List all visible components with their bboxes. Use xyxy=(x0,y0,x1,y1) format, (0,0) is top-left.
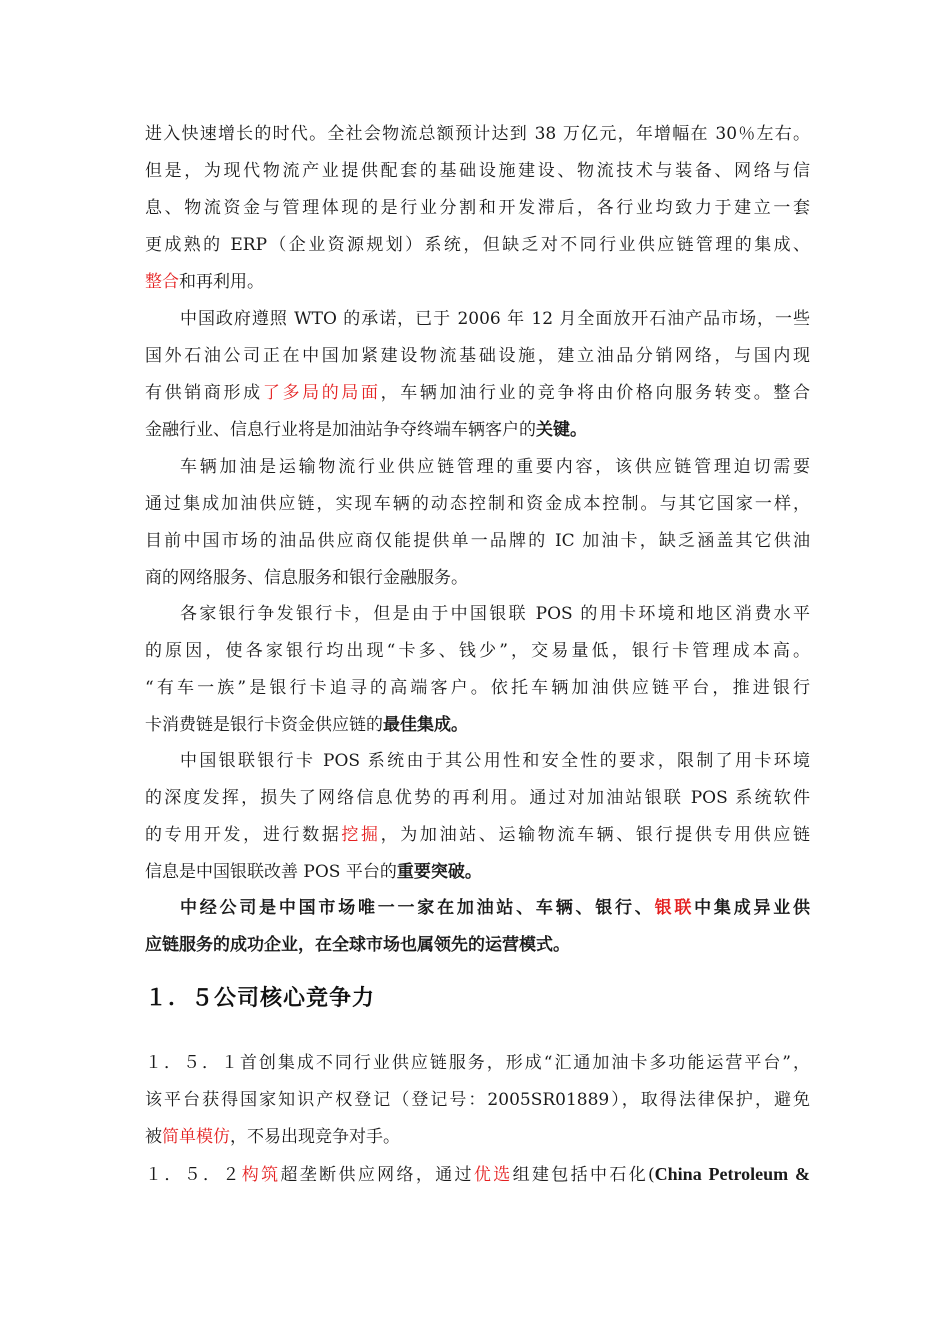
text-span: 和再利用。 xyxy=(179,272,264,292)
text-line: 该平台获得国家知识产权登记（登记号：2005SR01889），取得法律保护，避免 xyxy=(145,1090,810,1110)
red-highlight: 优选 xyxy=(473,1165,513,1185)
text-line: 目前中国市场的油品供应商仅能提供单一品牌的 IC 加油卡，缺乏涵盖其它供油 xyxy=(145,531,810,551)
text-span: ，车辆加油行业的竞争将由价格向服务转变。整合 xyxy=(380,383,810,403)
text-line: 息、物流资金与管理体现的是行业分割和开发滞后，各行业均致力于建立一套 xyxy=(145,198,810,218)
bold-emphasis: 最佳集成。 xyxy=(383,715,468,735)
text-span: 组建包括中石化( xyxy=(512,1165,655,1185)
red-highlight: 银联 xyxy=(654,898,695,918)
item-1-5-1 xyxy=(145,1045,810,1156)
text-line xyxy=(145,890,810,927)
text-span: ，不易出现竞争对手。 xyxy=(230,1127,400,1147)
text-span: 信息是中国银联改善 POS 平台的 xyxy=(145,862,397,882)
text-line: 中国银联银行卡 POS 系统由于其公用性和安全性的要求，限制了用卡环境 xyxy=(180,751,810,771)
text-span: １．５．２ xyxy=(145,1165,242,1185)
red-highlight: 挖掘 xyxy=(341,825,381,845)
text-line xyxy=(145,264,810,301)
item-1-5-2 xyxy=(145,1156,810,1194)
red-highlight: 简单模仿 xyxy=(162,1127,230,1147)
paragraph-bank-cards xyxy=(145,596,810,744)
text-line xyxy=(145,707,810,744)
text-line: 商的网络服务、信息服务和银行金融服务。 xyxy=(145,568,468,588)
text-line: 通过集成加油供应链，实现车辆的动态控制和资金成本控制。与其它国家一样， xyxy=(145,494,810,514)
section-heading: １．５公司核心竞争力 xyxy=(145,986,376,1011)
text-line: “有车一族”是银行卡追寻的高端客户。依托车辆加油供应链平台，推进银行 xyxy=(145,678,810,698)
text-span: 金融行业、信息行业将是加油站争夺终端车辆客户的 xyxy=(145,420,536,440)
red-highlight: 构筑 xyxy=(241,1165,281,1185)
paragraph-logistics-growth xyxy=(145,116,810,301)
text-span: 中集成异业供 xyxy=(694,898,810,918)
text-line: 但是，为现代物流产业提供配套的基础设施建设、物流技术与装备、网络与信 xyxy=(145,161,810,181)
text-span: 有供销商形成 xyxy=(145,383,263,403)
bold-latin-text: China Petroleum & xyxy=(654,1164,810,1184)
text-line xyxy=(145,412,810,449)
text-line: 车辆加油是运输物流行业供应链管理的重要内容，该供应链管理迫切需要 xyxy=(180,457,810,477)
text-span: 被 xyxy=(145,1127,162,1147)
paragraph-unionpay-pos xyxy=(145,743,810,891)
text-line xyxy=(145,1119,810,1156)
text-line: １．５．１首创集成不同行业供应链服务，形成“汇通加油卡多功能运营平台”， xyxy=(145,1053,810,1073)
text-line xyxy=(145,817,810,854)
red-highlight: 了多局的局面 xyxy=(262,383,381,403)
text-line: 更成熟的 ERP（企业资源规划）系统，但缺乏对不同行业供应链管理的集成、 xyxy=(145,235,810,255)
text-line: 各家银行争发银行卡，但是由于中国银联 POS 的用卡环境和地区消费水平 xyxy=(180,604,810,624)
text-span: 卡消费链是银行卡资金供应链的 xyxy=(145,715,383,735)
text-span: 的专用开发，进行数据 xyxy=(145,825,342,845)
paragraph-company-summary xyxy=(145,890,810,964)
paragraph-wto xyxy=(145,301,810,449)
text-span: 中经公司是中国市场唯一一家在加油站、车辆、银行、 xyxy=(180,898,655,918)
text-line xyxy=(145,854,810,891)
text-line: 的深度发挥，损失了网络信息优势的再利用。通过对加油站银联 POS 系统软件 xyxy=(145,788,810,808)
text-line: 国外石油公司正在中国加紧建设物流基础设施，建立油品分销网络，与国内现 xyxy=(145,346,810,366)
red-highlight: 整合 xyxy=(145,272,179,292)
text-line: 的原因，使各家银行均出现“卡多、钱少”，交易量低，银行卡管理成本高。 xyxy=(145,641,810,661)
bold-emphasis: 关键。 xyxy=(536,420,587,440)
text-line: 进入快速增长的时代。全社会物流总额预计达到 38 万亿元，年增幅在 30％左右。 xyxy=(145,124,810,144)
bold-emphasis: 重要突破。 xyxy=(396,862,482,882)
text-span: ，为加油站、运输物流车辆、银行提供专用供应链 xyxy=(380,825,810,845)
text-line xyxy=(145,1156,810,1194)
text-span: 超垄断供应网络，通过 xyxy=(280,1165,474,1185)
text-line: 中国政府遵照 WTO 的承诺，已于 2006 年 12 月全面放开石油产品市场，一些 xyxy=(180,309,810,329)
text-line xyxy=(145,375,810,412)
text-line: 应链服务的成功企业，在全球市场也属领先的运营模式。 xyxy=(145,935,570,955)
paragraph-vehicle-fueling xyxy=(145,449,810,597)
